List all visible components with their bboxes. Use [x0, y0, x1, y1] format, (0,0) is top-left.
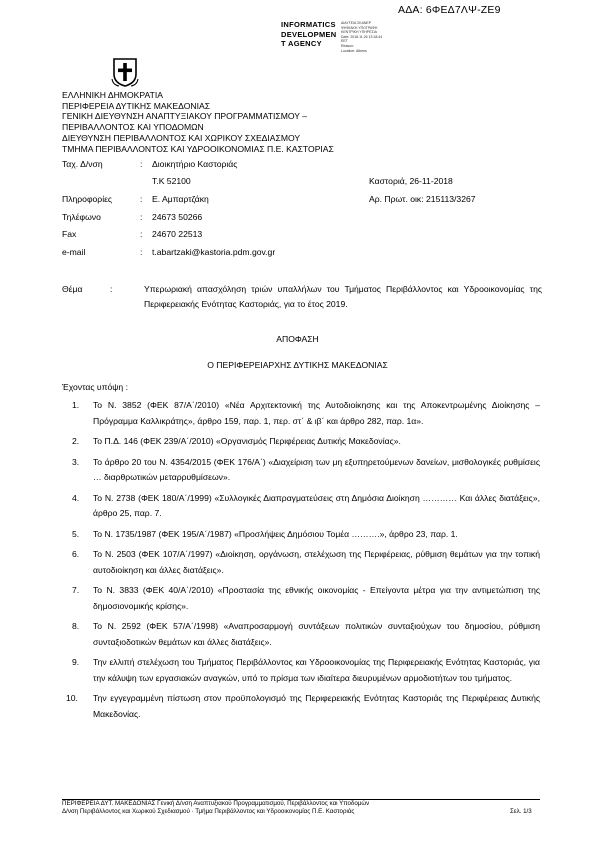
protocol-number: Αρ. Πρωτ. οικ: 215113/3267 — [369, 194, 476, 204]
list-item — [62, 527, 540, 543]
item-text: Το Ν. 2503 (ΦΕΚ 107/Α΄/1997) «Διοίκηση, οργάνωση, στελέχωση της Περιφέρειας, ρύθμιση θεμάτων για την τοπική αυτοδιοίκηση και άλλες διατάξεις». — [93, 549, 540, 575]
item-number: 2. — [72, 436, 80, 446]
considerations-list — [62, 398, 540, 727]
item-number: 1. — [72, 400, 80, 410]
item-number: 7. — [72, 585, 80, 595]
address-value: Διοικητήριο Καστοριάς — [152, 159, 238, 169]
issuing-organization — [62, 90, 334, 154]
address-label: Ταχ. Δ/νση — [62, 159, 103, 169]
list-item — [62, 398, 540, 429]
footer-line: ΠΕΡΙΦΕΡΕΙΑ ΔΥΤ. ΜΑΚΕΔΟΝΙΑΣ Γενική Δ/νση Αναπτυξιακού Προγραμματισμού, Περιβάλλοντος και Υποδομών — [62, 800, 370, 807]
informatics-agency-logo-text — [281, 20, 337, 49]
stamp-line: EET — [341, 39, 348, 44]
page-number: Σελ. 1/3 — [510, 808, 532, 815]
list-item — [62, 434, 540, 450]
colon: : — [140, 212, 143, 222]
phone-value: 24673 50266 — [152, 212, 203, 222]
stamp-line: Reason: — [341, 43, 355, 48]
colon: : — [140, 159, 143, 169]
list-item — [62, 547, 540, 578]
item-text: Την ελλιπή στελέχωση του Τμήματος Περιβάλλοντος και Υδροοικονομίας της Περιφερειακής Ενότητας Καστοριάς, για την κάλυψη των εργασιακών αναγκών, υπό το πρίσμα των ιδιαίτερα διευρυμένων αρμοδιοτήτων του τμήματος. — [93, 657, 540, 683]
stamp-line: ΚΕΝΤΡΙΚΗ ΥΠΗΡΕΣΙΑ — [341, 30, 377, 35]
item-number: 3. — [72, 456, 80, 467]
org-line: ΠΕΡΙΒΑΛΛΟΝΤΟΣ ΚΑΙ ΥΠΟΔΟΜΩΝ — [62, 122, 204, 133]
org-line: ΠΕΡΙΦΕΡΕΙΑ ΔΥΤΙΚΗΣ ΜΑΚΕΔΟΝΙΑΣ — [62, 100, 211, 111]
stamp-line: Location: Athens — [341, 48, 367, 53]
list-item — [62, 455, 540, 486]
colon: : — [140, 194, 143, 204]
subject-label: Θέμα — [62, 284, 83, 294]
email-value: t.abartzaki@kastoria.pdm.gov.gr — [152, 247, 276, 257]
logo-line: DEVELOPMEN — [281, 29, 337, 39]
item-number: 5. — [72, 528, 80, 539]
list-item — [62, 619, 540, 650]
item-text: Το Ν. 2738 (ΦΕΚ 180/Α΄/1999) «Συλλογικές Διαπραγματεύσεις στη Δημόσια Διοίκηση ………… Και άλλες διατάξεις», άρθρο 25, παρ. 7. — [93, 492, 540, 518]
item-text: Το άρθρο 20 του Ν. 4354/2015 (ΦΕΚ 176/Α΄) «Διαχείριση των μη εξυπηρετούμενων δανείων, μισθολογικές ρυθμίσεις … διαρθρωτικών μεταρρυθμίσεων». — [93, 456, 540, 482]
org-line: ΔΙΕΥΘΥΝΣΗ ΠΕΡΙΒΑΛΛΟΝΤΟΣ ΚΑΙ ΧΩΡΙΚΟΥ ΣΧΕΔΙΑΣΜΟΥ — [62, 132, 301, 143]
email-label: e-mail — [62, 247, 86, 257]
colon: : — [140, 247, 143, 257]
item-text: Το Ν. 3852 (ΦΕΚ 87/Α΄/2010) «Νέα Αρχιτεκτονική της Αυτοδιοίκησης και της Αποκεντρωμένης Διοίκησης – Πρόγραμμα Καλλικράτης», άρθρο 159, παρ. 1, περ. στ΄ & ιβ΄ και άρθρο 282, παρ. 1α». — [93, 400, 540, 426]
document-date: Καστοριά, 26-11-2018 — [369, 176, 453, 186]
colon: : — [140, 229, 143, 239]
stamp-line: Date: 2018.11.26 13:18:44 — [341, 34, 383, 39]
list-item — [62, 491, 540, 522]
org-line: ΕΛΛΗΝΙΚΗ ΔΗΜΟΚΡΑΤΙΑ — [62, 90, 163, 100]
information-label: Πληροφορίες — [62, 194, 113, 204]
list-item — [62, 655, 540, 686]
decision-title: ΑΠΟΦΑΣΗ — [276, 334, 319, 344]
footer — [62, 800, 369, 816]
list-item — [62, 691, 540, 722]
item-text: Το Ν. 2592 (ΦΕΚ 57/Α΄/1998) «Αναπροσαρμογή συντάξεων πολιτικών συνταξιούχων του δημοσίου, ρύθμιση συνταξιοδοτικών θεμάτων και άλλες διατάξεις». — [93, 621, 540, 647]
fax-label: Fax — [62, 229, 77, 239]
item-text: Την εγγεγραμμένη πίστωση στον προϋπολογισμό της Περιφερειακής Ενότητας Καστοριάς της Περιφέρειας Δυτικής Μακεδονίας. — [93, 693, 540, 719]
item-number: 10. — [66, 693, 78, 703]
ada-code: ΑΔΑ: 6ΦΕΔ7ΛΨ-ΖΕ9 — [398, 4, 501, 16]
considerations-intro: Έχοντας υπόψη : — [62, 382, 128, 392]
stamp-line: ΔΙΑΥΓΕΙΑ ΣΚΑΝΕΡ — [341, 21, 372, 25]
digital-signature-stamp — [341, 21, 382, 53]
item-number: 6. — [72, 549, 80, 559]
list-item — [62, 583, 540, 614]
org-line: ΤΜΗΜΑ ΠΕΡΙΒΑΛΛΟΝΤΟΣ ΚΑΙ ΥΔΡΟΟΙΚΟΝΟΜΙΑΣ Π.Ε. ΚΑΣΤΟΡΙΑΣ — [62, 143, 334, 154]
item-text: Το Π.Δ. 146 (ΦΕΚ 239/Α΄/2010) «Οργανισμός Περιφέρειας Δυτικής Μακεδονίας». — [93, 436, 401, 446]
item-text: Το Ν. 1735/1987 (ΦΕΚ 195/Α΄/1987) «Προσλήψεις Δημόσιου Τομέα ……….», άρθρο 23, παρ. 1. — [93, 528, 458, 539]
logo-line: INFORMATICS — [281, 20, 336, 29]
fax-value: 24670 22513 — [152, 229, 203, 239]
phone-label: Τηλέφωνο — [62, 212, 101, 222]
footer-line: Δ/νση Περιβάλλοντος και Χωρικού Σχεδιασμού · Τμήμα Περιβάλλοντος και Υδροοικονομίας Π.Ε. Καστοριάς — [62, 808, 355, 815]
item-text: Το Ν. 3833 (ΦΕΚ 40/Α΄/2010) «Προστασία της εθνικής οικονομίας - Επείγοντα μέτρα για την αντιμετώπιση της δημοσιονομικής κρίσης». — [93, 585, 540, 611]
information-value: Ε. Αμπαρτζάκη — [152, 194, 209, 204]
org-line: ΓΕΝΙΚΗ ΔΙΕΥΘΥΝΣΗ ΑΝΑΠΤΥΞΙΑΚΟΥ ΠΡΟΓΡΑΜΜΑΤΙΣΜΟΥ – — [62, 111, 308, 122]
item-number: 9. — [72, 657, 80, 667]
stamp-line: ΨΗΦΙΑΚΗ ΥΠΟΓΡΑΦΗ — [341, 25, 378, 30]
subject-text: Υπερωριακή απασχόληση τριών υπαλλήλων του Τμήματος Περιβάλλοντος και Υδροοικονομίας της Περιφερειακής Ενότητας Καστοριάς, για το έτος 2019. — [144, 284, 542, 309]
logo-line: T AGENCY — [281, 39, 322, 48]
greek-coat-of-arms-icon — [111, 57, 139, 87]
postal-code: Τ.Κ 52100 — [152, 176, 191, 186]
colon: : — [110, 284, 113, 294]
item-number: 4. — [72, 492, 80, 503]
authority-title: Ο ΠΕΡΙΦΕΡΕΙΑΡΧΗΣ ΔΥΤΙΚΗΣ ΜΑΚΕΔΟΝΙΑΣ — [207, 360, 388, 370]
item-number: 8. — [72, 621, 80, 631]
